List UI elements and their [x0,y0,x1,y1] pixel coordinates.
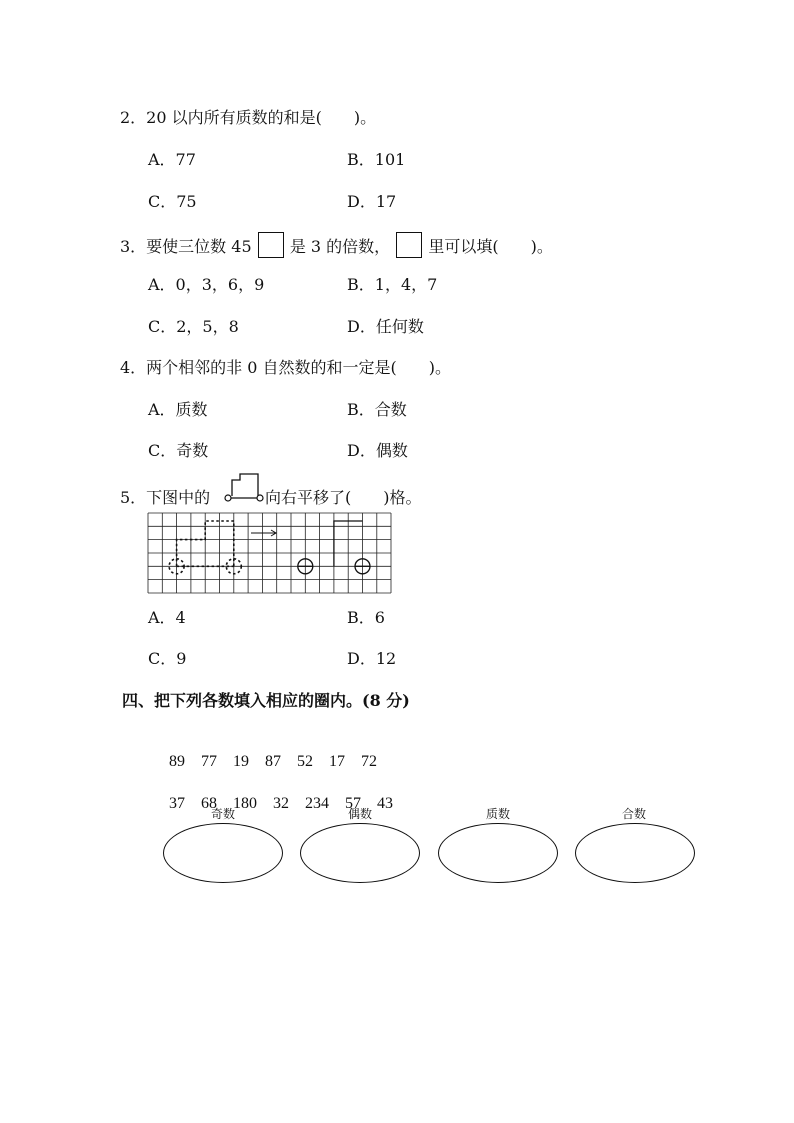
number-item: 17 [329,753,345,770]
translation-grid-diagram [148,513,392,593]
question-5-stem-part-2: 向右平移了( )格。 [265,488,422,507]
question-4-stem: 4．两个相邻的非 0 自然数的和一定是( )。 [120,358,452,377]
question-3-option-a: A．0，3，6，9 [148,275,265,294]
number-item: 87 [265,753,281,770]
number-item: 77 [201,753,217,770]
number-item: 52 [297,753,313,770]
question-4-option-c: C．奇数 [148,441,209,460]
number-row-1 [161,732,393,772]
oval-composite[interactable] [575,823,695,883]
question-5-option-d: D．12 [347,649,397,668]
number-item: 43 [377,795,393,812]
number-item: 180 [233,795,257,812]
number-item: 68 [201,795,217,812]
oval-prime[interactable] [438,823,558,883]
oval-odd[interactable] [163,823,283,883]
number-item: 19 [233,753,249,770]
question-2-option-b: B．101 [347,150,406,169]
question-2-option-a: A．77 [148,150,196,169]
oval-label-composite: 合数 [621,807,646,821]
number-item: 89 [169,753,185,770]
question-3-option-c: C．2，5，8 [148,317,239,336]
question-4-option-d: D．偶数 [347,441,408,460]
question-5-stem-part-1: 5．下图中的 [120,488,211,507]
question-2-option-d: D．17 [347,192,397,211]
question-3-stem-part-2: 是 3 的倍数， [289,237,391,256]
number-item: 72 [361,753,377,770]
number-item: 57 [345,795,361,812]
translated-cart-partial [298,521,370,574]
small-cart-icon [222,472,264,502]
number-item: 32 [273,795,289,812]
question-2-stem: 2．20 以内所有质数的和是( )。 [120,108,377,127]
question-4-option-a: A．质数 [148,400,208,419]
translation-arrow-icon [251,530,276,536]
section-4-heading: 四、把下列各数填入相应的圈内。(8 分) [122,691,410,710]
question-3-stem-part-1: 3．要使三位数 45 [120,237,252,256]
oval-label-even: 偶数 [347,807,372,821]
question-3-stem [120,237,553,258]
question-2-option-c: C．75 [148,192,197,211]
number-item: 234 [305,795,329,812]
number-item: 37 [169,795,185,812]
blank-box-icon [396,232,422,258]
oval-even[interactable] [300,823,420,883]
oval-label-prime: 质数 [485,807,510,821]
question-5-option-c: C．9 [148,649,187,668]
oval-label-odd: 奇数 [210,807,235,821]
question-4-option-b: B．合数 [347,400,407,419]
question-5-option-a: A．4 [148,608,186,627]
question-3-option-b: B．1，4，7 [347,275,438,294]
question-3-option-d: D．任何数 [347,317,424,336]
blank-box-icon [258,232,284,258]
grid-lines [148,513,391,593]
question-3-stem-part-3: 里可以填( )。 [428,237,553,256]
question-5-option-b: B．6 [347,608,385,627]
